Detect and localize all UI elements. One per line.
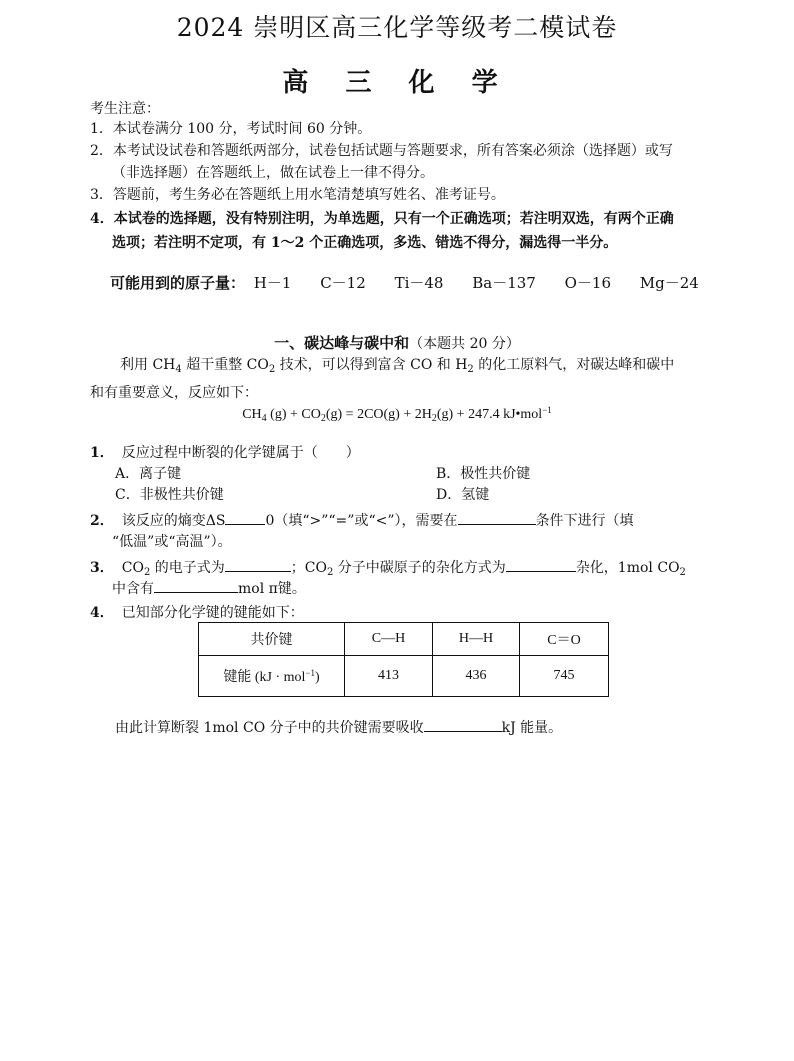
- subject-title: 高 三 化 学: [282, 68, 512, 98]
- section-title: [0, 332, 794, 353]
- question-1-number: 1．: [90, 445, 114, 461]
- q3-electron-formula-blank[interactable]: [225, 557, 291, 572]
- table-cell: 436: [433, 656, 520, 697]
- table-row-label: 键能 (kJ · mol$^{-1}$): [199, 656, 345, 697]
- question-4: 4． 已知部分化学键的键能如下：: [90, 605, 304, 621]
- question-2-cont: “低温”或“高温”）。: [112, 534, 232, 550]
- note-item-4: 4．本试卷的选择题，没有特别注明，为单选题，只有一个正确选项；若注明双选，有两个正确: [90, 211, 674, 227]
- exam-title: 2024 崇明区高三化学等级考二模试卷: [176, 13, 618, 42]
- question-1-option-d: D．氢键: [436, 487, 490, 503]
- question-2: 2． 该反应的熵变ΔS 0（填“>”“=”或“<”），需要在 条件下进行（填: [90, 510, 634, 530]
- table-cell: 745: [520, 656, 609, 697]
- atomic-mass-ba: Ba－137: [472, 274, 536, 292]
- question-1-option-a: A．离子键: [115, 466, 182, 482]
- question-3: 3． $CO_2$ 的电子式为 ；$CO_2$ 分子中碳原子的杂化方式为 杂化，1mol $CO_2$: [90, 557, 686, 577]
- note-item-1: 1．本试卷满分 100 分，考试时间 60 分钟。: [90, 121, 372, 137]
- q3-hybridization-blank[interactable]: [506, 557, 576, 572]
- table-header-cell: C＝O: [520, 623, 609, 656]
- question-1-option-c: C．非极性共价键: [115, 487, 224, 503]
- table-row: [199, 656, 609, 697]
- atomic-mass-o: O－16: [564, 274, 612, 292]
- q4-energy-blank[interactable]: [424, 717, 502, 732]
- table-header-row: [199, 623, 609, 656]
- atomic-masses-label: 可能用到的原子量：: [110, 274, 246, 292]
- question-1-text: 反应过程中断裂的化学键属于（ ）: [121, 445, 360, 461]
- atomic-mass-ti: Ti－48: [394, 274, 444, 292]
- note-item-2: 2．本考试设试卷和答题纸两部分，试卷包括试题与答题要求，所有答案必须涂（选择题）或写: [90, 143, 673, 159]
- intro-line-2: 和有重要意义，反应如下：: [90, 385, 258, 401]
- q3-pi-bond-blank[interactable]: [154, 578, 238, 593]
- section-points: （本题共 20 分）: [409, 336, 520, 352]
- reaction-equation: $CH_4$ $(g) + CO_2(g) = 2CO(g) + 2H_2(g) + 247.4$ kJ•mol$^{-1}$: [242, 405, 552, 424]
- question-3-cont: 中含有 mol π键。: [112, 578, 306, 598]
- atomic-masses: [110, 272, 723, 293]
- question-4-followup: 由此计算断裂 1mol CO 分子中的共价键需要吸收 kJ 能量。: [115, 717, 562, 737]
- notes-heading: 考生注意：: [90, 101, 160, 117]
- q2-entropy-blank[interactable]: [225, 510, 265, 525]
- question-1-option-b: B．极性共价键: [436, 466, 531, 482]
- table-cell: 413: [345, 656, 433, 697]
- table-header-cell: H—H: [433, 623, 520, 656]
- section-title-text: 一、碳达峰与碳中和: [274, 334, 410, 352]
- note-item-3: 3．答题前，考生务必在答题纸上用水笔清楚填写姓名、准考证号。: [90, 187, 505, 203]
- note-item-2-cont: （非选择题）在答题纸上，做在试卷上一律不得分。: [112, 165, 434, 181]
- note-item-4-cont: 选项；若注明不定项，有 1～2 个正确选项，多选、错选不得分，漏选得一半分。: [112, 235, 618, 251]
- question-1: [90, 442, 360, 462]
- q2-condition-blank[interactable]: [458, 510, 536, 525]
- atomic-mass-c: C－12: [320, 274, 366, 292]
- bond-energy-table: [198, 622, 609, 697]
- table-header-cell: 共价键: [199, 623, 345, 656]
- intro-line-1: 利用 $CH_4$ 超干重整 $CO_2$ 技术，可以得到富含 CO 和 $H_2$ 的化工原料气，对碳达峰和碳中: [120, 357, 675, 375]
- table-header-cell: C—H: [345, 623, 433, 656]
- atomic-mass-h: H－1: [253, 274, 292, 292]
- atomic-mass-mg: Mg－24: [639, 274, 699, 292]
